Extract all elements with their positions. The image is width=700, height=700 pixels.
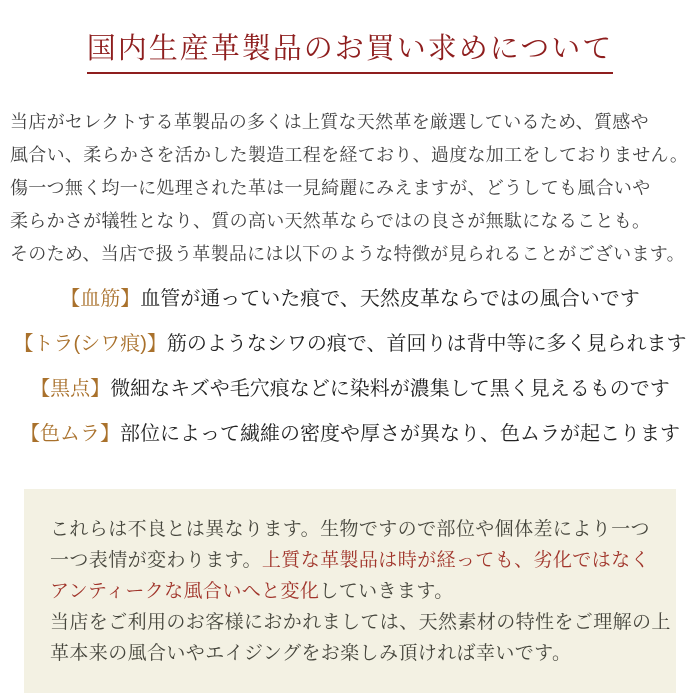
intro-line: 風合い、柔らかさを活かした製造工程を経ており、過度な加工をしておりません。	[10, 145, 689, 165]
page-title: 国内生産革製品のお買い求めについて	[87, 26, 613, 74]
note-text-segment: していきます。	[319, 581, 454, 602]
feature-list	[0, 287, 700, 447]
note-line	[50, 576, 652, 607]
note-text-segment-highlight: 上質な革製品は時が経っても、劣化ではなく	[261, 550, 650, 571]
feature-text: 筋のようなシワの痕で、首回りは背中等に多く見られます	[166, 333, 687, 355]
note-text-segment: 一つ表情が変わります。	[50, 550, 262, 571]
feature-label: 【色ムラ】	[20, 423, 120, 445]
feature-item-tora	[0, 332, 700, 357]
intro-line: そのため、当店で扱う革製品には以下のような特徴が見られることがございます。	[10, 244, 685, 264]
note-line	[50, 607, 671, 638]
note-text-segment-highlight: アンティークな風合いへと変化	[50, 581, 320, 602]
note-line	[50, 545, 652, 576]
note-line	[50, 514, 652, 545]
page-header	[0, 26, 700, 74]
feature-text: 微細なキズや毛穴痕などに染料が濃集して黒く見えるものです	[110, 378, 670, 400]
note-box	[24, 489, 676, 693]
note-line	[50, 638, 652, 669]
intro-paragraph	[0, 106, 700, 271]
intro-line: 当店がセレクトする革製品の多くは上質な天然革を厳選しているため、質感や	[10, 112, 649, 132]
intro-line: 傷一つ無く均一に処理された革は一見綺麗にみえますが、どうしても風合いや	[10, 178, 651, 198]
feature-label: 【血筋】	[60, 288, 141, 310]
feature-item-chisuji	[0, 287, 700, 312]
feature-text: 血管が通っていた痕で、天然皮革ならではの風合いです	[140, 288, 640, 310]
note-text-segment: 当店をご利用のお客様におかれましては、天然素材の特性をご理解の上	[50, 612, 671, 633]
feature-item-kokuten	[0, 377, 700, 402]
note-text-segment: 革本来の風合いやエイジングをお楽しみ頂ければ幸いです。	[50, 643, 572, 664]
feature-text: 部位によって繊維の密度や厚さが異なり、色ムラが起こります	[120, 423, 680, 445]
intro-line: 柔らかさが犠牲となり、質の高い天然革ならではの良さが無駄になることも。	[10, 211, 651, 231]
note-text-segment: これらは不良とは異なります。生物ですので部位や個体差により一つ	[50, 519, 650, 540]
feature-label: 【トラ(シワ痕)】	[13, 333, 167, 355]
feature-label: 【黒点】	[30, 378, 111, 400]
feature-item-iromura	[0, 422, 700, 447]
